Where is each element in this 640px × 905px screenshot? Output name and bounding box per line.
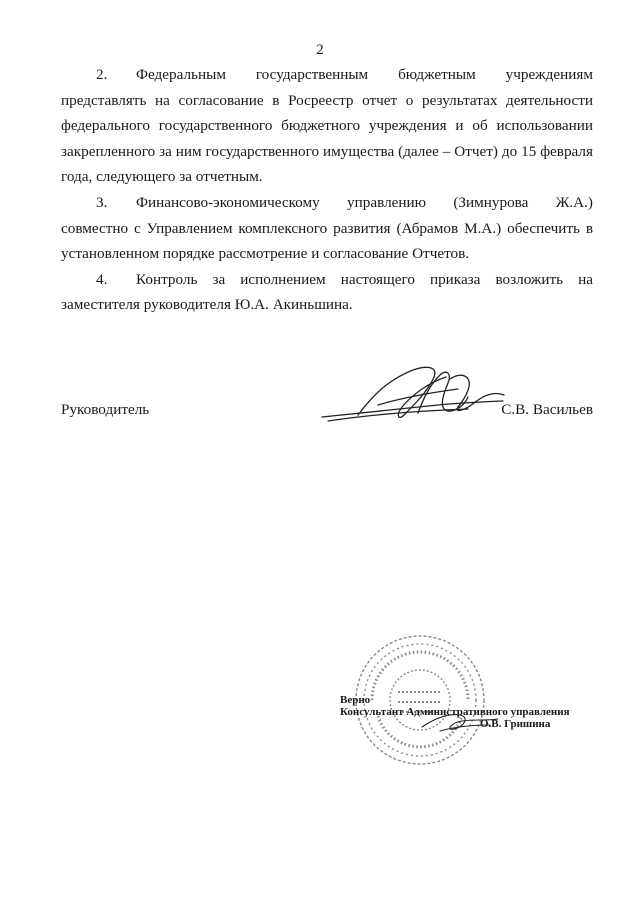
paragraph-2 <box>61 62 593 190</box>
paragraph-text: Финансово-экономическому управлению (Зимнурова Ж.А.) совместно с Управлением комплексного развития (Абрамов М.А.) обеспечить в установленном порядке рассмотрение и согласование Отчетов. <box>61 193 593 263</box>
signatory-name: С.В. Васильев <box>501 401 593 418</box>
paragraph-number: 3. <box>96 193 108 211</box>
page-number: 2 <box>316 42 324 58</box>
handwritten-signature <box>318 355 518 435</box>
certify-verno: Верно <box>340 694 371 706</box>
paragraph-4 <box>61 267 593 318</box>
paragraph-number: 2. <box>96 66 108 83</box>
paragraph-text: Контроль за исполнением настоящего приказа возложить на заместителя руководителя Ю.А. Акиньшина. <box>61 270 593 314</box>
certify-handwritten-signature <box>420 705 500 735</box>
paragraph-text: Федеральным государственным бюджетным учреждениям представлять на согласование в Росреестр отчет о результатах деятельности федерального государственного бюджетного учреждения и об использовании закрепленного за ним государственного имущества (далее – Отчет) до 15 февраля года, следующего за отчетным. <box>61 66 593 186</box>
signatory-title: Руководитель <box>61 401 150 418</box>
certify-position: Консультант Административного управления <box>340 706 570 718</box>
paragraph-3 <box>61 190 593 267</box>
document-body <box>61 62 593 318</box>
paragraph-number: 4. <box>96 270 108 288</box>
certify-name: О.В. Гришина <box>480 718 551 730</box>
